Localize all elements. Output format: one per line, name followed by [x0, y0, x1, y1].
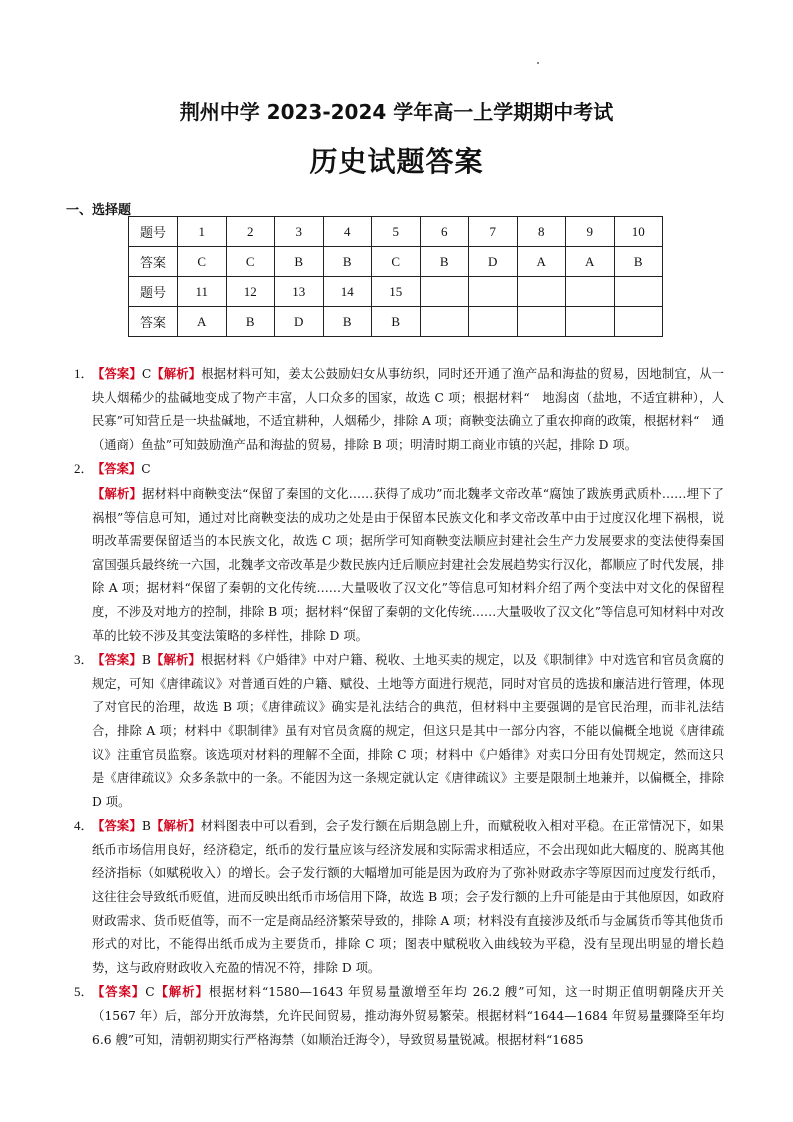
table-cell	[517, 307, 566, 337]
table-row	[129, 217, 663, 247]
analysis-text: 根据材料《户婚律》中对户籍、税收、土地买卖的规定，以及《职制律》中对选官和官员贪腐的规定，可知《唐律疏议》对普通百姓的户籍、赋役、土地等方面进行规范，同时对官员的选拔和廉洁进行管理，体现了对官民的治理，故选 B 项；《唐律疏议》确实是礼法结合的典范，但材料中主要强调的是官民治理，而非礼法结合，排除 A 项；材料中《职制律》虽有对官员贪腐的规定，但这只是其中一部分内容，不能以偏概全地说《唐律疏议》注重官员监察。该选项对材料的理解不全面，排除 C 项；材料中《户婚律》对卖口分田有处罚规定，然而这只是《唐律疏议》众多条款中的一条。不能因为这一条规定就认定《唐律疏议》主要是限制土地兼并，以偏概全，排除 D 项。	[92, 653, 724, 809]
analysis-text: 根据材料“1580—1643 年贸易量激增至年均 26.2 艘”可知，这一时期正值明朝隆庆开关（1567 年）后，部分开放海禁，允许民间贸易，推动海外贸易繁荣。根据材料“1644—1684 年贸易量骤降至年均 6.6 艘”可知，清朝初期实行严格海禁（如顺治迁海令），导致贸易量锐减。根据材料“1685	[92, 985, 724, 1047]
table-cell: D	[275, 307, 324, 337]
table-cell: 1	[178, 217, 227, 247]
explanations-list	[74, 362, 724, 1052]
table-cell: C	[372, 247, 421, 277]
answer-table	[128, 216, 663, 337]
analysis-tag: 【解析】	[154, 984, 209, 1000]
table-cell: 3	[275, 217, 324, 247]
table-cell: A	[178, 307, 227, 337]
table-cell	[517, 277, 566, 307]
table-cell: B	[323, 247, 372, 277]
answer-tag: 【答案】	[92, 984, 146, 1000]
item-number: 1．	[74, 366, 94, 381]
explanation-item-2	[74, 457, 724, 648]
table-cell: B	[226, 307, 275, 337]
table-cell	[420, 307, 469, 337]
answer-tag: 【答案】	[92, 652, 142, 668]
table-cell: 6	[420, 217, 469, 247]
table-cell: A	[566, 247, 615, 277]
exam-title: 荆州中学 2023-2024 学年高一上学期期中考试	[179, 100, 614, 124]
table-cell	[420, 277, 469, 307]
table-cell: 4	[323, 217, 372, 247]
row-label: 答案	[129, 307, 178, 337]
table-cell: 11	[178, 277, 227, 307]
table-cell: A	[517, 247, 566, 277]
scan-speck	[537, 62, 539, 64]
item-number: 4．	[74, 818, 94, 834]
explanation-item-4	[74, 814, 724, 980]
table-row	[129, 247, 663, 277]
item-number: 5．	[74, 984, 94, 1000]
explanation-item-3	[74, 648, 724, 814]
section-heading: 一、选择题	[66, 203, 132, 218]
table-cell: B	[372, 307, 421, 337]
answer-tag: 【答案】	[92, 818, 142, 834]
table-cell: D	[469, 247, 518, 277]
table-cell: C	[226, 247, 275, 277]
table-cell: B	[275, 247, 324, 277]
answer-letter: C	[141, 367, 152, 381]
table-cell	[469, 277, 518, 307]
answer-letter: B	[141, 819, 151, 834]
table-row	[129, 307, 663, 337]
row-label: 题号	[129, 277, 178, 307]
item-number: 3．	[74, 652, 94, 668]
table-cell: B	[420, 247, 469, 277]
document-title: 历史试题答案	[309, 145, 484, 178]
table-cell: B	[614, 247, 663, 277]
analysis-tag: 【解析】	[151, 366, 202, 381]
explanation-item-5	[74, 980, 724, 1052]
table-cell: 2	[226, 217, 275, 247]
table-cell: 5	[372, 217, 421, 247]
analysis-tag: 【解析】	[150, 818, 201, 834]
table-cell: 15	[372, 277, 421, 307]
table-row	[129, 277, 663, 307]
table-cell: 12	[226, 277, 275, 307]
table-cell: 13	[275, 277, 324, 307]
table-cell	[614, 307, 663, 337]
answer-letter: C	[145, 985, 155, 1000]
table-cell	[566, 277, 615, 307]
table-cell: 14	[323, 277, 372, 307]
analysis-tag: 【解析】	[150, 652, 201, 668]
table-cell: 10	[614, 217, 663, 247]
table-cell: 9	[566, 217, 615, 247]
table-cell	[614, 277, 663, 307]
analysis-text: 根据材料可知，姜太公鼓励妇女从事纺织，同时还开通了渔产品和海盐的贸易，因地制宜，从一块人烟稀少的盐碱地变成了物产丰富，人口众多的国家，故选 C 项；根据材料“ 地潟卤（盐地，不适宜耕种），人民寡”可知营丘是一块盐碱地，不适宜耕种，人烟稀少，排除 A 项；商鞅变法确立了重农抑商的政策，根据材料“ 通（通商）鱼盐”可知鼓励渔产品和海盐的贸易，排除 B 项；明清时期工商业市镇的兴起，排除 D 项。	[92, 367, 724, 452]
answer-letter: B	[141, 653, 151, 668]
analysis-tag: 【解析】	[92, 485, 143, 501]
analysis-text: 材料图表中可以看到，会子发行额在后期急剧上升，而赋税收入相对平稳。在正常情况下，如果纸币市场信用良好，经济稳定，纸币的发行量应该与经济发展和实际需求相适应，不会出现如此大幅度的、脱离其他经济指标（如赋税收入）的增长。会子发行额的大幅增加可能是因为政府为了弥补财政赤字等原因而过度发行纸币，这往往会导致纸币贬值，进而反映出纸币市场信用下降，故选 B 项；会子发行额的上升可能是由于其他原因，如政府财政需求、货币贬值等，而不一定是商品经济繁荣导致的，排除 A 项；材料没有直接涉及纸币与金属货币等其他货币形式的对比，不能得出纸币成为主要货币，排除 C 项；图表中赋税收入曲线较为平稳，没有呈现出明显的增长趋势，这与政府财政收入充盈的情况不符，排除 D 项。	[92, 819, 724, 975]
table-cell: B	[323, 307, 372, 337]
row-label: 题号	[129, 217, 178, 247]
answer-tag: 【答案】	[92, 366, 142, 381]
table-cell	[469, 307, 518, 337]
row-label: 答案	[129, 247, 178, 277]
item-number: 2．	[74, 461, 94, 477]
analysis-text: 据材料中商鞅变法“保留了秦国的文化……获得了成功”而北魏孝文帝改革“腐蚀了跋族勇武质朴……埋下了祸根”等信息可知，通过对比商鞅变法的成功之处是由于保留本民族文化和孝文帝改革中由于过度汉化埋下祸根，说明改革需要保留适当的本民族文化，故选 C 项；据所学可知商鞅变法顺应封建社会生产力发展要求的变法使得秦国富国强兵最终统一六国，北魏孝文帝改革是少数民族内迁后顺应封建社会发展趋势实行汉化，都顺应了时代发展，排除 A 项；据材料“保留了秦朝的文化传统……大量吸收了汉文化”等信息可知材料介绍了两个变法中对文化的保留程度，不涉及对地方的控制，排除 B 项；据材料“保留了秦朝的文化传统……大量吸收了汉文化”等信息可知材料中对改革的比较不涉及其变法策略的多样性，排除 D 项。	[92, 486, 724, 643]
answer-tag: 【答案】	[92, 461, 142, 477]
table-cell: 7	[469, 217, 518, 247]
explanation-item-1	[74, 362, 724, 457]
table-cell	[566, 307, 615, 337]
table-cell: 8	[517, 217, 566, 247]
table-cell: C	[178, 247, 227, 277]
answer-letter: C	[141, 462, 151, 477]
